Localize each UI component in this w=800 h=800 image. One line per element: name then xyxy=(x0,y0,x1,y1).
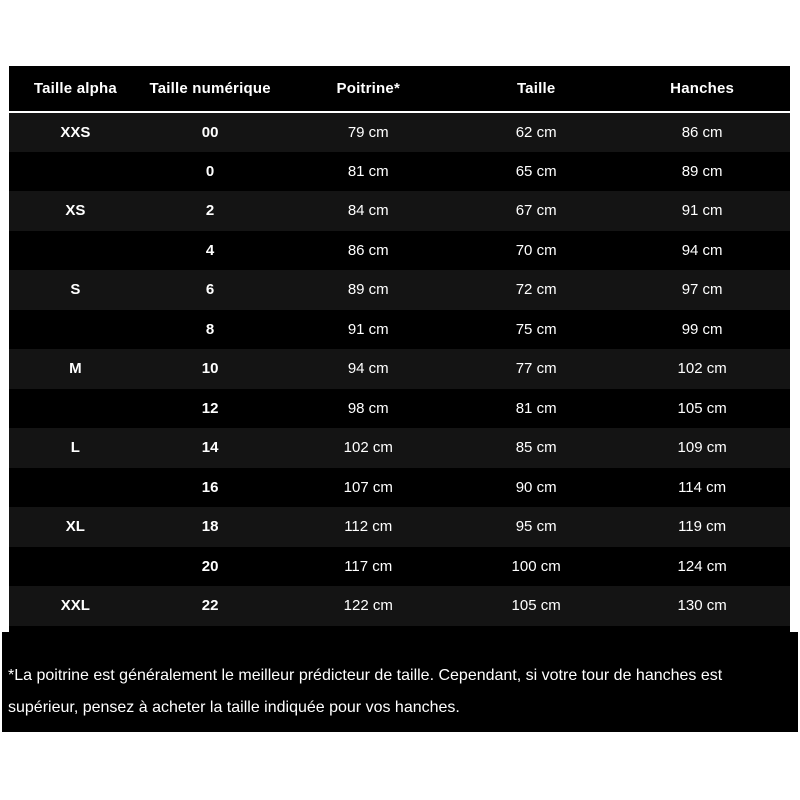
cell-waist: 67 cm xyxy=(515,202,557,220)
cell-numeric: 14 xyxy=(201,439,219,457)
cell-waist: 62 cm xyxy=(515,123,557,141)
cell-chest: 107 cm xyxy=(343,478,393,496)
cell-hips: 105 cm xyxy=(677,399,727,417)
cell-hips: 124 cm xyxy=(677,557,727,575)
cell-waist: 100 cm xyxy=(511,557,561,575)
cell-hips: 97 cm xyxy=(681,281,723,299)
col-header-taille: Taille xyxy=(458,66,614,112)
cell-numeric: 10 xyxy=(201,360,219,378)
col-header-poitrine: Poitrine* xyxy=(278,66,458,112)
cell-hips: 114 cm xyxy=(678,478,727,496)
size-table-header-row xyxy=(9,66,790,112)
cell-numeric: 22 xyxy=(201,597,219,615)
cell-alpha: XXL xyxy=(60,597,90,615)
cell-chest: 86 cm xyxy=(347,241,389,259)
cell-alpha xyxy=(9,468,142,508)
cell-chest: 81 cm xyxy=(347,162,389,180)
cell-alpha xyxy=(9,389,142,429)
cell-hips: 91 cm xyxy=(681,202,723,220)
cell-alpha xyxy=(9,231,142,271)
cell-alpha: M xyxy=(69,360,82,378)
cell-numeric: 20 xyxy=(201,557,219,575)
cell-hips: 119 cm xyxy=(678,518,727,536)
cell-waist: 95 cm xyxy=(515,518,557,536)
cell-numeric: 6 xyxy=(205,281,215,299)
cell-chest: 122 cm xyxy=(343,597,393,615)
cell-alpha: L xyxy=(70,439,80,457)
cell-waist: 65 cm xyxy=(515,162,557,180)
cell-chest: 102 cm xyxy=(343,439,393,457)
cell-waist: 85 cm xyxy=(515,439,557,457)
size-chart-footnote-block xyxy=(2,632,798,732)
cell-waist: 77 cm xyxy=(515,360,557,378)
cell-alpha: XS xyxy=(65,202,86,220)
size-row-20 xyxy=(9,547,790,587)
cell-hips: 86 cm xyxy=(681,123,723,141)
cell-chest: 84 cm xyxy=(347,202,389,220)
cell-chest: 98 cm xyxy=(347,399,389,417)
cell-hips: 102 cm xyxy=(677,360,727,378)
cell-hips: 94 cm xyxy=(681,241,723,259)
size-row-4 xyxy=(9,231,790,271)
size-row-0 xyxy=(9,152,790,192)
cell-numeric: 2 xyxy=(205,202,215,220)
cell-numeric: 18 xyxy=(201,518,219,536)
cell-chest: 79 cm xyxy=(347,123,389,141)
size-chart-table-block xyxy=(9,66,790,632)
cell-waist: 105 cm xyxy=(511,597,561,615)
size-row-XXS xyxy=(9,112,790,152)
cell-hips: 109 cm xyxy=(677,439,727,457)
cell-numeric: 8 xyxy=(205,320,215,338)
cell-chest: 117 cm xyxy=(344,557,393,575)
size-row-XS xyxy=(9,191,790,231)
cell-hips: 130 cm xyxy=(677,597,727,615)
cell-waist: 90 cm xyxy=(515,478,557,496)
cell-alpha xyxy=(9,547,142,587)
size-row-12 xyxy=(9,389,790,429)
col-header-taille-numerique: Taille numérique xyxy=(142,66,279,112)
cell-waist: 70 cm xyxy=(515,241,557,259)
size-row-M xyxy=(9,349,790,389)
size-row-L xyxy=(9,428,790,468)
size-table xyxy=(9,66,790,626)
size-row-XXL xyxy=(9,586,790,626)
size-row-S xyxy=(9,270,790,310)
cell-alpha: XL xyxy=(65,518,85,536)
cell-chest: 89 cm xyxy=(347,281,389,299)
size-row-8 xyxy=(9,310,790,350)
cell-alpha xyxy=(9,152,142,192)
cell-hips: 89 cm xyxy=(681,162,723,180)
cell-chest: 94 cm xyxy=(347,360,389,378)
cell-waist: 75 cm xyxy=(515,320,557,338)
cell-chest: 91 cm xyxy=(347,320,389,338)
cell-numeric: 12 xyxy=(201,399,219,417)
size-row-16 xyxy=(9,468,790,508)
cell-waist: 72 cm xyxy=(515,281,557,299)
cell-waist: 81 cm xyxy=(515,399,557,417)
cell-hips: 99 cm xyxy=(681,320,723,338)
cell-numeric: 4 xyxy=(205,241,215,259)
cell-numeric: 0 xyxy=(205,162,215,180)
cell-alpha: S xyxy=(70,281,81,299)
size-row-XL xyxy=(9,507,790,547)
cell-numeric: 00 xyxy=(201,123,219,141)
size-chart-footnote: *La poitrine est généralement le meilleur prédicteur de taille. Cependant, si votre tour de hanches est supérieur, pensez à acheter la taille indiquée pour vos hanches. xyxy=(8,666,723,716)
cell-alpha: XXS xyxy=(60,123,91,141)
col-header-taille-alpha: Taille alpha xyxy=(9,66,142,112)
col-header-hanches: Hanches xyxy=(614,66,790,112)
cell-alpha xyxy=(9,310,142,350)
cell-chest: 112 cm xyxy=(344,518,393,536)
cell-numeric: 16 xyxy=(201,478,219,496)
